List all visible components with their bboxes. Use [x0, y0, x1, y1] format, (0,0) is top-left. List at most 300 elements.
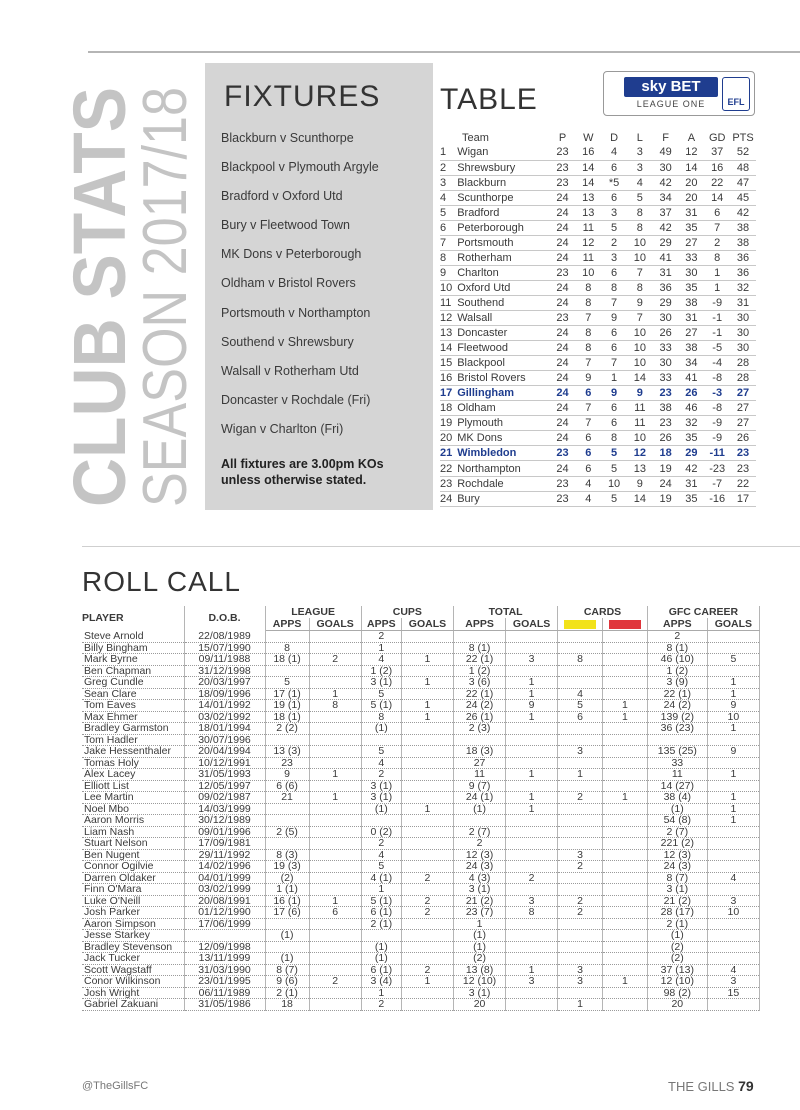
player-cell: [506, 757, 558, 769]
col-header: GD: [708, 132, 726, 144]
player-cell: 8 (1): [647, 642, 707, 654]
player-cell: 18/01/1994: [184, 723, 265, 735]
player-cell: [603, 631, 648, 643]
player-cell: [707, 849, 759, 861]
player-cell: 1: [603, 976, 648, 988]
player-cell: [265, 803, 309, 815]
player-cell: Lee Martin: [82, 792, 184, 804]
table-cell: 34: [653, 190, 679, 205]
player-cell: [454, 631, 506, 643]
col-header: W: [583, 132, 594, 144]
player-cell: 8: [558, 654, 603, 666]
player-cell: [506, 884, 558, 896]
player-cell: 1: [603, 700, 648, 712]
side-title: [58, 7, 200, 507]
player-cell: 9: [506, 700, 558, 712]
player-cell: 3 (9): [647, 677, 707, 689]
col-header: F: [662, 132, 669, 144]
player-cell: 1: [707, 688, 759, 700]
table-cell: 6: [575, 386, 601, 401]
player-cell: Sean Clare: [82, 688, 184, 700]
fixture-item: Portsmouth v Northampton: [221, 305, 371, 320]
player-cell: [558, 930, 603, 942]
player-cell: [309, 803, 361, 815]
player-cell: 1: [558, 769, 603, 781]
player-cell: 3: [558, 746, 603, 758]
player-cell: Greg Cundle: [82, 677, 184, 689]
player-row: [82, 964, 760, 976]
red-card-icon: [609, 620, 641, 629]
table-cell: 7: [627, 311, 653, 326]
fixture-item: Southend v Shrewsbury: [221, 334, 354, 349]
player-cell: [603, 665, 648, 677]
table-cell: 6: [704, 205, 730, 220]
player-row: [82, 987, 760, 999]
table-cell: 26: [679, 386, 705, 401]
player-cell: 1 (2): [361, 665, 401, 677]
player-cell: 20: [647, 999, 707, 1011]
table-cell: 49: [653, 145, 679, 160]
player-cell: 3 (1): [361, 780, 401, 792]
player-cell: Jake Hessenthaler: [82, 746, 184, 758]
player-cell: 1: [309, 895, 361, 907]
player-cell: 5: [361, 688, 401, 700]
table-cell: 10: [440, 280, 457, 295]
player-cell: 14/02/1996: [184, 861, 265, 873]
player-cell: [401, 665, 453, 677]
table-cell: 31: [679, 205, 705, 220]
table-cell: 7: [575, 401, 601, 416]
group-header: CARDS: [558, 606, 648, 618]
player-cell: 4: [361, 849, 401, 861]
player-cell: 3: [558, 964, 603, 976]
player-cell: 12 (10): [454, 976, 506, 988]
player-cell: 27: [454, 757, 506, 769]
table-cell: 36: [653, 280, 679, 295]
player-cell: (1): [454, 941, 506, 953]
player-cell: 21 (2): [647, 895, 707, 907]
table-cell: Plymouth: [457, 416, 549, 431]
table-cell: 35: [679, 431, 705, 446]
player-cell: [707, 757, 759, 769]
table-cell: 6: [601, 190, 627, 205]
player-cell: [558, 723, 603, 735]
group-header: GFC CAREER: [647, 606, 759, 618]
player-cell: 2: [401, 872, 453, 884]
player-cell: 135 (25): [647, 746, 707, 758]
player-cell: 15/07/1990: [184, 642, 265, 654]
table-cell: 30: [730, 341, 756, 356]
table-cell: 19: [653, 491, 679, 506]
player-cell: [603, 872, 648, 884]
player-cell: [707, 930, 759, 942]
table-cell: 20: [679, 175, 705, 190]
table-cell: 9: [627, 295, 653, 310]
player-cell: 19 (3): [265, 861, 309, 873]
table-cell: 24: [653, 476, 679, 491]
group-header: D.O.B.: [184, 606, 265, 631]
player-cell: 98 (2): [647, 987, 707, 999]
player-cell: 1 (2): [647, 665, 707, 677]
table-cell: 1: [704, 265, 730, 280]
fixture-list: [221, 128, 426, 448]
table-cell: Wimbledon: [457, 446, 549, 461]
fixture-item: Blackburn v Scunthorpe: [221, 131, 354, 145]
table-cell: 23: [550, 175, 576, 190]
player-cell: 1: [361, 884, 401, 896]
table-row: [440, 190, 756, 205]
table-cell: 45: [730, 190, 756, 205]
sub-header: APPS: [265, 618, 309, 631]
player-row: [82, 815, 760, 827]
player-cell: Tom Eaves: [82, 700, 184, 712]
player-cell: 13 (8): [454, 964, 506, 976]
table-cell: -4: [704, 356, 730, 371]
player-cell: Ben Nugent: [82, 849, 184, 861]
table-cell: 8: [704, 250, 730, 265]
player-cell: 139 (2): [647, 711, 707, 723]
player-cell: [401, 815, 453, 827]
player-cell: 2: [647, 631, 707, 643]
player-row: [82, 631, 760, 643]
player-cell: [707, 953, 759, 965]
fixture-item: Walsall v Rotherham Utd: [221, 363, 359, 378]
player-cell: 8 (1): [454, 642, 506, 654]
player-cell: 9 (6): [265, 976, 309, 988]
table-cell: 14: [575, 175, 601, 190]
player-cell: [401, 861, 453, 873]
table-cell: 6: [575, 446, 601, 461]
table-cell: Southend: [457, 295, 549, 310]
table-row: [440, 401, 756, 416]
table-cell: 23: [730, 446, 756, 461]
group-header: CUPS: [361, 606, 453, 618]
player-cell: 9: [707, 746, 759, 758]
player-cell: [309, 826, 361, 838]
table-cell: 11: [627, 401, 653, 416]
table-cell: Bradford: [457, 205, 549, 220]
fixtures-note: All fixtures are 3.00pm KOs unless otherwise stated.: [221, 457, 384, 487]
player-cell: 2 (2): [265, 723, 309, 735]
player-cell: [401, 642, 453, 654]
player-cell: [707, 780, 759, 792]
player-cell: 5: [265, 677, 309, 689]
table-cell: 30: [653, 311, 679, 326]
table-cell: 24: [550, 220, 576, 235]
player-cell: [506, 642, 558, 654]
player-cell: [401, 826, 453, 838]
player-cell: 22 (1): [454, 688, 506, 700]
table-cell: 8: [601, 431, 627, 446]
player-cell: Steve Arnold: [82, 631, 184, 643]
player-cell: Jack Tucker: [82, 953, 184, 965]
player-cell: 1: [707, 769, 759, 781]
player-cell: (1): [361, 941, 401, 953]
player-cell: [506, 987, 558, 999]
table-cell: 22: [730, 476, 756, 491]
player-cell: [309, 987, 361, 999]
player-cell: 31/12/1998: [184, 665, 265, 677]
table-cell: 11: [627, 416, 653, 431]
table-cell: 14: [627, 491, 653, 506]
table-cell: 10: [601, 476, 627, 491]
col-header: PTS: [732, 132, 754, 144]
table-cell: -3: [704, 386, 730, 401]
player-cell: [603, 861, 648, 873]
table-row: [440, 416, 756, 431]
player-cell: 2: [454, 838, 506, 850]
player-row: [82, 861, 760, 873]
player-cell: [265, 631, 309, 643]
player-cell: 31/03/1990: [184, 964, 265, 976]
player-cell: [603, 757, 648, 769]
player-cell: [309, 815, 361, 827]
player-cell: [265, 815, 309, 827]
player-cell: 2 (1): [361, 918, 401, 930]
player-cell: 2 (3): [454, 723, 506, 735]
table-row: [440, 235, 756, 250]
player-cell: 20: [454, 999, 506, 1011]
table-cell: 2: [601, 235, 627, 250]
table-cell: 26: [653, 326, 679, 341]
player-cell: [309, 941, 361, 953]
player-cell: 3: [707, 976, 759, 988]
player-cell: [506, 826, 558, 838]
table-cell: 31: [679, 311, 705, 326]
table-cell: 18: [653, 446, 679, 461]
player-cell: 17 (6): [265, 907, 309, 919]
table-cell: Rochdale: [457, 476, 549, 491]
player-cell: [506, 734, 558, 746]
table-cell: 17: [730, 491, 756, 506]
table-cell: -7: [704, 476, 730, 491]
player-cell: 3: [707, 895, 759, 907]
player-cell: 2: [401, 964, 453, 976]
player-cell: [401, 884, 453, 896]
player-cell: 2: [558, 907, 603, 919]
roll-call-table: [82, 606, 760, 1011]
player-cell: Josh Wright: [82, 987, 184, 999]
table-cell: 46: [679, 401, 705, 416]
table-cell: 6: [575, 461, 601, 476]
player-row: [82, 941, 760, 953]
player-cell: [603, 815, 648, 827]
player-cell: [401, 746, 453, 758]
table-cell: 1: [601, 371, 627, 386]
player-cell: [707, 884, 759, 896]
table-cell: 41: [679, 371, 705, 386]
player-row: [82, 918, 760, 930]
player-cell: 8 (3): [265, 849, 309, 861]
player-cell: 9: [707, 700, 759, 712]
table-cell: 6: [601, 265, 627, 280]
player-cell: 1: [506, 677, 558, 689]
player-cell: 2: [361, 999, 401, 1011]
player-cell: [603, 642, 648, 654]
sub-header: GOALS: [707, 618, 759, 631]
player-cell: 17/09/1981: [184, 838, 265, 850]
player-cell: 26 (1): [454, 711, 506, 723]
player-cell: [558, 734, 603, 746]
player-cell: 5 (1): [361, 700, 401, 712]
player-cell: 20/03/1997: [184, 677, 265, 689]
table-cell: 6: [601, 416, 627, 431]
player-cell: [401, 918, 453, 930]
table-cell: 38: [679, 295, 705, 310]
table-cell: 42: [730, 205, 756, 220]
player-cell: 2: [401, 907, 453, 919]
table-cell: 6: [440, 220, 457, 235]
player-cell: 24 (3): [454, 861, 506, 873]
table-cell: 10: [627, 235, 653, 250]
player-cell: 21 (2): [454, 895, 506, 907]
player-cell: [361, 930, 401, 942]
player-cell: [603, 849, 648, 861]
table-cell: 30: [653, 356, 679, 371]
group-header: TOTAL: [454, 606, 558, 618]
player-row: [82, 654, 760, 666]
player-cell: 3 (1): [361, 792, 401, 804]
side-title-line2: SEASON 2017/18: [131, 7, 200, 507]
player-cell: [603, 838, 648, 850]
table-row: [440, 220, 756, 235]
player-cell: 1: [707, 803, 759, 815]
table-row: [440, 280, 756, 295]
table-cell: 24: [550, 235, 576, 250]
player-cell: [309, 711, 361, 723]
player-cell: 01/12/1990: [184, 907, 265, 919]
table-cell: -8: [704, 401, 730, 416]
player-cell: Ben Chapman: [82, 665, 184, 677]
player-cell: (2): [647, 953, 707, 965]
player-cell: [454, 734, 506, 746]
table-cell: 34: [679, 356, 705, 371]
side-title-line1: CLUB STATS: [58, 49, 141, 507]
sky-bet-logo: sky BET: [624, 77, 718, 97]
table-cell: 9: [601, 386, 627, 401]
table-row: [440, 491, 756, 506]
player-cell: (1): [454, 803, 506, 815]
player-cell: 11: [454, 769, 506, 781]
player-cell: 1: [401, 711, 453, 723]
player-cell: 8: [309, 700, 361, 712]
player-cell: 10/12/1991: [184, 757, 265, 769]
player-cell: 30/07/1996: [184, 734, 265, 746]
player-cell: [401, 838, 453, 850]
player-cell: 2: [558, 792, 603, 804]
player-row: [82, 746, 760, 758]
player-cell: Jesse Starkey: [82, 930, 184, 942]
group-header: LEAGUE: [265, 606, 361, 618]
table-cell: 10: [575, 265, 601, 280]
player-cell: 14 (27): [647, 780, 707, 792]
player-cell: 1: [309, 769, 361, 781]
player-cell: 5 (1): [361, 895, 401, 907]
player-cell: 8 (7): [647, 872, 707, 884]
table-cell: 20: [440, 431, 457, 446]
player-cell: 3: [558, 849, 603, 861]
table-cell: 14: [575, 160, 601, 175]
player-cell: [647, 734, 707, 746]
table-cell: Wigan: [457, 145, 549, 160]
table-cell: 7: [575, 416, 601, 431]
player-cell: [506, 665, 558, 677]
player-cell: 31/05/1986: [184, 999, 265, 1011]
player-cell: [309, 757, 361, 769]
player-cell: [707, 918, 759, 930]
player-cell: [707, 665, 759, 677]
player-cell: 2 (5): [265, 826, 309, 838]
player-cell: 14/01/1992: [184, 700, 265, 712]
table-cell: 13: [627, 461, 653, 476]
player-cell: 3 (1): [454, 987, 506, 999]
player-row: [82, 826, 760, 838]
player-cell: 18/09/1996: [184, 688, 265, 700]
player-cell: 3 (4): [361, 976, 401, 988]
table-cell: 5: [601, 461, 627, 476]
player-cell: 22 (1): [647, 688, 707, 700]
table-row: [440, 265, 756, 280]
player-cell: [558, 953, 603, 965]
player-cell: 1: [506, 711, 558, 723]
player-cell: [309, 918, 361, 930]
table-cell: 8: [575, 295, 601, 310]
table-cell: 2: [440, 160, 457, 175]
player-cell: [558, 803, 603, 815]
player-cell: 3 (1): [647, 884, 707, 896]
table-cell: 23: [550, 160, 576, 175]
player-cell: 17/06/1999: [184, 918, 265, 930]
player-cell: 5: [707, 654, 759, 666]
table-title: TABLE: [440, 83, 538, 116]
table-cell: 9: [627, 476, 653, 491]
table-cell: 38: [730, 220, 756, 235]
player-cell: 23/01/1995: [184, 976, 265, 988]
player-cell: [309, 838, 361, 850]
player-cell: 4: [361, 654, 401, 666]
player-cell: [401, 849, 453, 861]
table-cell: 24: [550, 416, 576, 431]
table-cell: Oldham: [457, 401, 549, 416]
player-cell: 20/08/1991: [184, 895, 265, 907]
table-cell: 24: [550, 205, 576, 220]
player-cell: Liam Nash: [82, 826, 184, 838]
player-cell: 36 (23): [647, 723, 707, 735]
player-cell: [309, 677, 361, 689]
sponsor-logo: [603, 71, 755, 116]
player-cell: 2: [361, 631, 401, 643]
player-row: [82, 953, 760, 965]
table-cell: -11: [704, 446, 730, 461]
table-cell: 19: [440, 416, 457, 431]
player-cell: 2: [309, 976, 361, 988]
table-cell: 26: [730, 431, 756, 446]
player-cell: Max Ehmer: [82, 711, 184, 723]
fixture-item: Bury v Fleetwood Town: [221, 218, 350, 233]
table-cell: 30: [730, 311, 756, 326]
table-cell: 10: [627, 341, 653, 356]
table-cell: 6: [601, 160, 627, 175]
player-cell: 12/05/1997: [184, 780, 265, 792]
player-cell: [707, 734, 759, 746]
player-cell: 1: [707, 792, 759, 804]
player-cell: [309, 631, 361, 643]
player-cell: 09/11/1988: [184, 654, 265, 666]
table-cell: 33: [679, 250, 705, 265]
table-cell: 23: [653, 386, 679, 401]
player-cell: [401, 999, 453, 1011]
table-cell: 10: [627, 356, 653, 371]
